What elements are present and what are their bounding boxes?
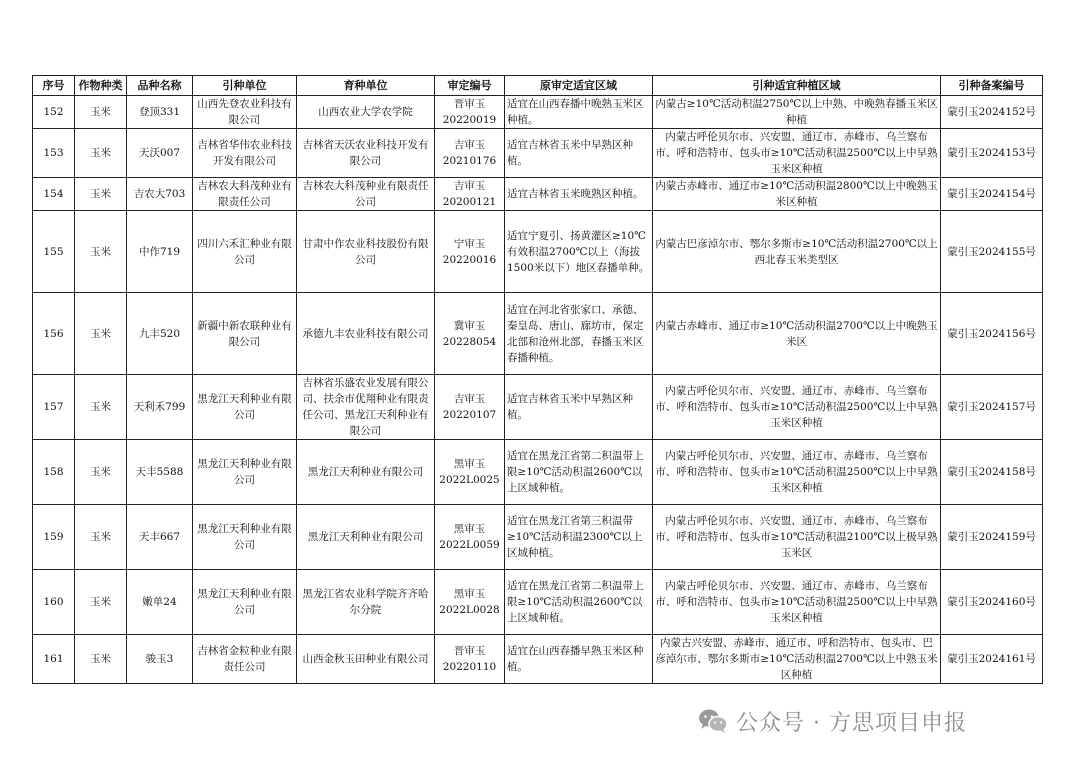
- table-row: [33, 440, 1043, 505]
- header-crop: 作物种类: [75, 76, 127, 96]
- cell-intro-region: 内蒙古赤峰市、通辽市≥10℃活动积温2700℃以上中晚熟玉米区: [653, 293, 941, 375]
- cell-no: 159: [33, 505, 75, 570]
- cell-no: 157: [33, 375, 75, 440]
- cell-intro-unit: 黑龙江天利种业有限公司: [193, 440, 297, 505]
- cell-orig-region: 适宜在黑龙江省第二积温带上限≥10℃活动积温2600℃以上区域种植。: [505, 440, 653, 505]
- cell-breeder: 吉林省乐盛农业发展有限公司、扶余市优翔种业有限责任公司、黑龙江天利种业有限公司: [297, 375, 435, 440]
- table-row: [33, 375, 1043, 440]
- cell-approval: 吉审玉20200121: [435, 178, 505, 211]
- cell-orig-region: 适宜吉林省玉米中早熟区种植。: [505, 129, 653, 178]
- table-row: [33, 293, 1043, 375]
- cell-intro-region: 内蒙古兴安盟、赤峰市、通辽市、呼和浩特市、包头市、巴彦淖尔市、鄂尔多斯市≥10℃活动积温2700℃以上中熟玉米区种植: [653, 635, 941, 684]
- cell-variety: 吉农大703: [127, 178, 193, 211]
- table-row: [33, 96, 1043, 129]
- cell-record: 蒙引玉2024157号: [941, 375, 1043, 440]
- cell-intro-region: 内蒙古≥10℃活动积温2750℃以上中熟、中晚熟春播玉米区种植: [653, 96, 941, 129]
- wechat-icon: [698, 708, 728, 734]
- cell-variety: 天利禾799: [127, 375, 193, 440]
- table-row: [33, 505, 1043, 570]
- cell-crop: 玉米: [75, 211, 127, 293]
- cell-breeder: 黑龙江省农业科学院齐齐哈尔分院: [297, 570, 435, 635]
- cell-no: 153: [33, 129, 75, 178]
- cell-approval: 晋审玉20220110: [435, 635, 505, 684]
- cell-orig-region: 适宜在河北省张家口、承德、秦皇岛、唐山、廊坊市，保定北部和沧州北部，春播玉米区春播种植。: [505, 293, 653, 375]
- cell-intro-unit: 新疆中新农联种业有限公司: [193, 293, 297, 375]
- header-variety: 品种名称: [127, 76, 193, 96]
- table-header-row: [33, 76, 1043, 96]
- cell-no: 155: [33, 211, 75, 293]
- header-approval: 审定编号: [435, 76, 505, 96]
- cell-crop: 玉米: [75, 570, 127, 635]
- cell-variety: 骏玉3: [127, 635, 193, 684]
- cell-variety: 天丰5588: [127, 440, 193, 505]
- cell-no: 154: [33, 178, 75, 211]
- cell-no: 152: [33, 96, 75, 129]
- cell-crop: 玉米: [75, 635, 127, 684]
- cell-orig-region: 适宜在黑龙江省第三积温带≥10℃活动积温2300℃以上区域种植。: [505, 505, 653, 570]
- cell-variety: 天沃007: [127, 129, 193, 178]
- cell-intro-unit: 吉林省华伟农业科技开发有限公司: [193, 129, 297, 178]
- cell-crop: 玉米: [75, 96, 127, 129]
- cell-orig-region: 适宜在山西春播中晚熟玉米区种植。: [505, 96, 653, 129]
- cell-breeder: 吉林省天沃农业科技开发有限公司: [297, 129, 435, 178]
- cell-variety: 登顶331: [127, 96, 193, 129]
- cell-breeder: 承德九丰农业科技有限公司: [297, 293, 435, 375]
- cell-breeder: 黑龙江天利种业有限公司: [297, 505, 435, 570]
- cell-breeder: 山西农业大学农学院: [297, 96, 435, 129]
- cell-intro-region: 内蒙古呼伦贝尔市、兴安盟、通辽市、赤峰市、乌兰察布市、呼和浩特市、包头市≥10℃活动积温2500℃以上中早熟玉米区种植: [653, 570, 941, 635]
- cell-approval: 黑审玉2022L0059: [435, 505, 505, 570]
- cell-intro-region: 内蒙古呼伦贝尔市、兴安盟、通辽市、赤峰市、乌兰察布市、呼和浩特市、包头市≥10℃活动积温2500℃以上中早熟玉米区种植: [653, 129, 941, 178]
- cell-crop: 玉米: [75, 440, 127, 505]
- cell-record: 蒙引玉2024160号: [941, 570, 1043, 635]
- cell-intro-unit: 黑龙江天利种业有限公司: [193, 375, 297, 440]
- cell-breeder: 黑龙江天利种业有限公司: [297, 440, 435, 505]
- cell-intro-unit: 黑龙江天利种业有限公司: [193, 505, 297, 570]
- cell-crop: 玉米: [75, 375, 127, 440]
- cell-breeder: 山西金秋玉田种业有限公司: [297, 635, 435, 684]
- table-row: [33, 129, 1043, 178]
- cell-intro-region: 内蒙古呼伦贝尔市、兴安盟、通辽市、赤峰市、乌兰察布市、呼和浩特市、包头市≥10℃活动积温2500℃以上中早熟玉米区种植: [653, 375, 941, 440]
- cell-variety: 天丰667: [127, 505, 193, 570]
- cell-intro-unit: 黑龙江天利种业有限公司: [193, 570, 297, 635]
- table-row: [33, 635, 1043, 684]
- cell-orig-region: 适宜在黑龙江省第二积温带上限≥10℃活动积温2600℃以上区域种植。: [505, 570, 653, 635]
- variety-registration-table: [32, 75, 1043, 684]
- cell-crop: 玉米: [75, 178, 127, 211]
- cell-intro-region: 内蒙古呼伦贝尔市、兴安盟、通辽市、赤峰市、乌兰察布市、呼和浩特市、包头市≥10℃活动积温2100℃以上极早熟玉米区: [653, 505, 941, 570]
- cell-variety: 中作719: [127, 211, 193, 293]
- cell-orig-region: 适宜吉林省玉米晚熟区种植。: [505, 178, 653, 211]
- cell-approval: 吉审玉20220107: [435, 375, 505, 440]
- cell-no: 161: [33, 635, 75, 684]
- cell-crop: 玉米: [75, 293, 127, 375]
- cell-intro-unit: 吉林省金粒种业有限责任公司: [193, 635, 297, 684]
- header-intro-region: 引种适宜种植区域: [653, 76, 941, 96]
- cell-record: 蒙引玉2024153号: [941, 129, 1043, 178]
- cell-record: 蒙引玉2024155号: [941, 211, 1043, 293]
- cell-no: 158: [33, 440, 75, 505]
- cell-approval: 黑审玉2022L0028: [435, 570, 505, 635]
- cell-record: 蒙引玉2024158号: [941, 440, 1043, 505]
- cell-record: 蒙引玉2024152号: [941, 96, 1043, 129]
- header-no: 序号: [33, 76, 75, 96]
- cell-intro-unit: 吉林农大科茂种业有限责任公司: [193, 178, 297, 211]
- cell-crop: 玉米: [75, 129, 127, 178]
- cell-no: 160: [33, 570, 75, 635]
- cell-record: 蒙引玉2024156号: [941, 293, 1043, 375]
- cell-intro-unit: 四川六禾汇种业有限公司: [193, 211, 297, 293]
- header-orig-region: 原审定适宜区域: [505, 76, 653, 96]
- header-breeder: 育种单位: [297, 76, 435, 96]
- cell-orig-region: 适宜宁夏引、扬黄灌区≥10℃有效积温2700℃以上（海拔1500米以下）地区春播单种。: [505, 211, 653, 293]
- cell-approval: 黑审玉2022L0025: [435, 440, 505, 505]
- cell-approval: 吉审玉20210176: [435, 129, 505, 178]
- header-record: 引种备案编号: [941, 76, 1043, 96]
- cell-intro-region: 内蒙古赤峰市、通辽市≥10℃活动积温2800℃以上中晚熟玉米区种植: [653, 178, 941, 211]
- cell-intro-region: 内蒙古呼伦贝尔市、兴安盟、通辽市、赤峰市、乌兰察布市、呼和浩特市、包头市≥10℃活动积温2500℃以上中早熟玉米区种植: [653, 440, 941, 505]
- watermark-text: 公众号 · 方思项目申报: [736, 710, 967, 736]
- cell-record: 蒙引玉2024159号: [941, 505, 1043, 570]
- cell-no: 156: [33, 293, 75, 375]
- cell-breeder: 甘肃中作农业科技股份有限公司: [297, 211, 435, 293]
- cell-approval: 冀审玉20228054: [435, 293, 505, 375]
- cell-variety: 九丰520: [127, 293, 193, 375]
- cell-orig-region: 适宜吉林省玉米中早熟区种植。: [505, 375, 653, 440]
- cell-orig-region: 适宜在山西春播早熟玉米区种植。: [505, 635, 653, 684]
- table-row: [33, 211, 1043, 293]
- cell-record: 蒙引玉2024161号: [941, 635, 1043, 684]
- header-intro-unit: 引种单位: [193, 76, 297, 96]
- cell-intro-region: 内蒙古巴彦淖尔市、鄂尔多斯市≥10℃活动积温2700℃以上西北春玉米类型区: [653, 211, 941, 293]
- cell-approval: 晋审玉20220019: [435, 96, 505, 129]
- table-row: [33, 178, 1043, 211]
- watermark: [698, 703, 967, 739]
- cell-approval: 宁审玉20220016: [435, 211, 505, 293]
- table-row: [33, 570, 1043, 635]
- cell-crop: 玉米: [75, 505, 127, 570]
- cell-record: 蒙引玉2024154号: [941, 178, 1043, 211]
- cell-variety: 嫩单24: [127, 570, 193, 635]
- cell-intro-unit: 山西先登农业科技有限公司: [193, 96, 297, 129]
- cell-breeder: 吉林农大科茂种业有限责任公司: [297, 178, 435, 211]
